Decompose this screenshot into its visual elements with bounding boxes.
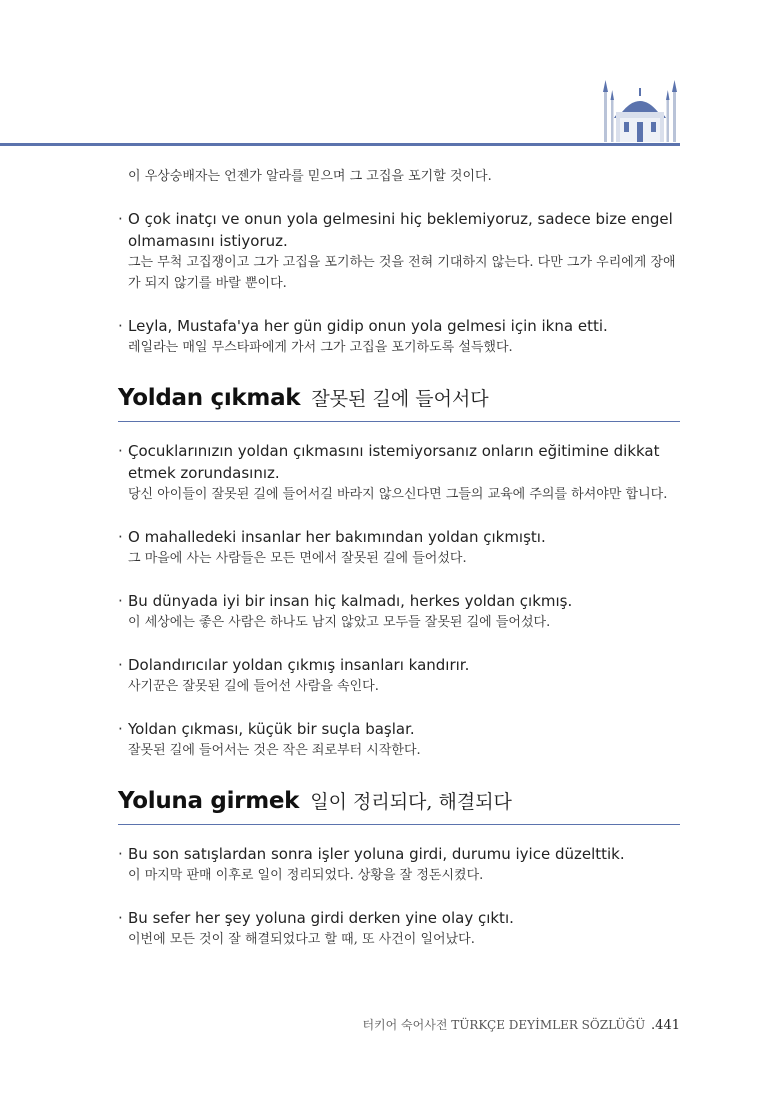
korean-translation: 그는 무척 고집쟁이고 그가 고집을 포기하는 것을 전혀 기대하지 않는다. 다만 그가 우리에게 장애가 되지 않기를 바랄 뿐이다.: [128, 255, 676, 291]
korean-translation: 이 세상에는 좋은 사람은 하나도 남지 않았고 모두들 잘못된 길에 들어섰다.: [128, 615, 551, 630]
turkish-example: Yoldan çıkması, küçük bir suçla başlar.: [128, 720, 415, 738]
page-footer: [362, 1016, 680, 1033]
turkish-example: O çok inatçı ve onun yola gelmesini hiç beklemiyoruz, sadece bize engel olmamasını istiyoruz.: [128, 210, 673, 250]
turkish-example: Leyla, Mustafa'ya her gün gidip onun yola gelmesi için ikna etti.: [128, 317, 608, 335]
header-rule: [0, 143, 680, 146]
korean-translation: 이번에 모든 것이 잘 해결되었다고 할 때, 또 사건이 일어났다.: [128, 932, 475, 947]
turkish-example: Bu son satışlardan sonra işler yoluna girdi, durumu iyice düzelttik.: [128, 845, 625, 863]
korean-translation: 그 마을에 사는 사람들은 모든 면에서 잘못된 길에 들어섰다.: [128, 551, 467, 566]
bullet: ·: [118, 845, 123, 863]
korean-translation: 잘못된 길에 들어서는 것은 작은 죄로부터 시작한다.: [128, 743, 421, 758]
page-number: .441: [651, 1018, 680, 1033]
mosque-icon: [598, 78, 682, 144]
idiom-headword: Yoluna girmek: [118, 788, 300, 814]
idiom-meaning: 일이 정리되다, 해결되다: [310, 791, 512, 813]
idiom-meaning: 잘못된 길에 들어서다: [311, 388, 489, 410]
korean-translation: 레일라는 매일 무스타파에게 가서 그가 고집을 포기하도록 설득했다.: [128, 340, 513, 355]
example-entry: [118, 718, 680, 761]
example-entry: [118, 315, 680, 358]
bullet: ·: [118, 442, 123, 460]
korean-translation: 이 마지막 판매 이후로 일이 정리되었다. 상황을 잘 정돈시켰다.: [128, 868, 484, 883]
bullet: ·: [118, 210, 123, 228]
example-entry: [118, 440, 680, 505]
bullet: ·: [118, 720, 123, 738]
bullet: ·: [118, 592, 123, 610]
idiom-heading: [118, 787, 680, 825]
idiom-heading: [118, 384, 680, 422]
dictionary-content: [118, 166, 680, 971]
turkish-example: Çocuklarınızın yoldan çıkmasını istemiyorsanız onların eğitimine dikkat etmek zorundasınız.: [128, 442, 660, 482]
example-entry: [118, 907, 680, 950]
korean-translation: 당신 아이들이 잘못된 길에 들어서길 바라지 않으신다면 그들의 교육에 주의를 하셔야만 합니다.: [128, 487, 668, 502]
korean-translation: 이 우상숭배자는 언젠가 알라를 믿으며 그 고집을 포기할 것이다.: [128, 169, 492, 184]
bullet: ·: [118, 528, 123, 546]
bullet: ·: [118, 656, 123, 674]
example-entry: [118, 208, 680, 294]
book-title: 터키어 숙어사전 TÜRKÇE DEYİMLER SÖZLÜĞÜ: [362, 1018, 646, 1032]
idiom-headword: Yoldan çıkmak: [118, 385, 301, 411]
turkish-example: Bu sefer her şey yoluna girdi derken yine olay çıktı.: [128, 909, 514, 927]
bullet: ·: [118, 317, 123, 335]
turkish-example: Bu dünyada iyi bir insan hiç kalmadı, herkes yoldan çıkmış.: [128, 592, 573, 610]
example-entry: [118, 590, 680, 633]
example-entry: [118, 166, 680, 187]
example-entry: [118, 654, 680, 697]
bullet: ·: [118, 909, 123, 927]
example-entry: [118, 526, 680, 569]
example-entry: [118, 843, 680, 886]
turkish-example: Dolandırıcılar yoldan çıkmış insanları kandırır.: [128, 656, 470, 674]
korean-translation: 사기꾼은 잘못된 길에 들어선 사람을 속인다.: [128, 679, 379, 694]
turkish-example: O mahalledeki insanlar her bakımından yoldan çıkmıştı.: [128, 528, 546, 546]
